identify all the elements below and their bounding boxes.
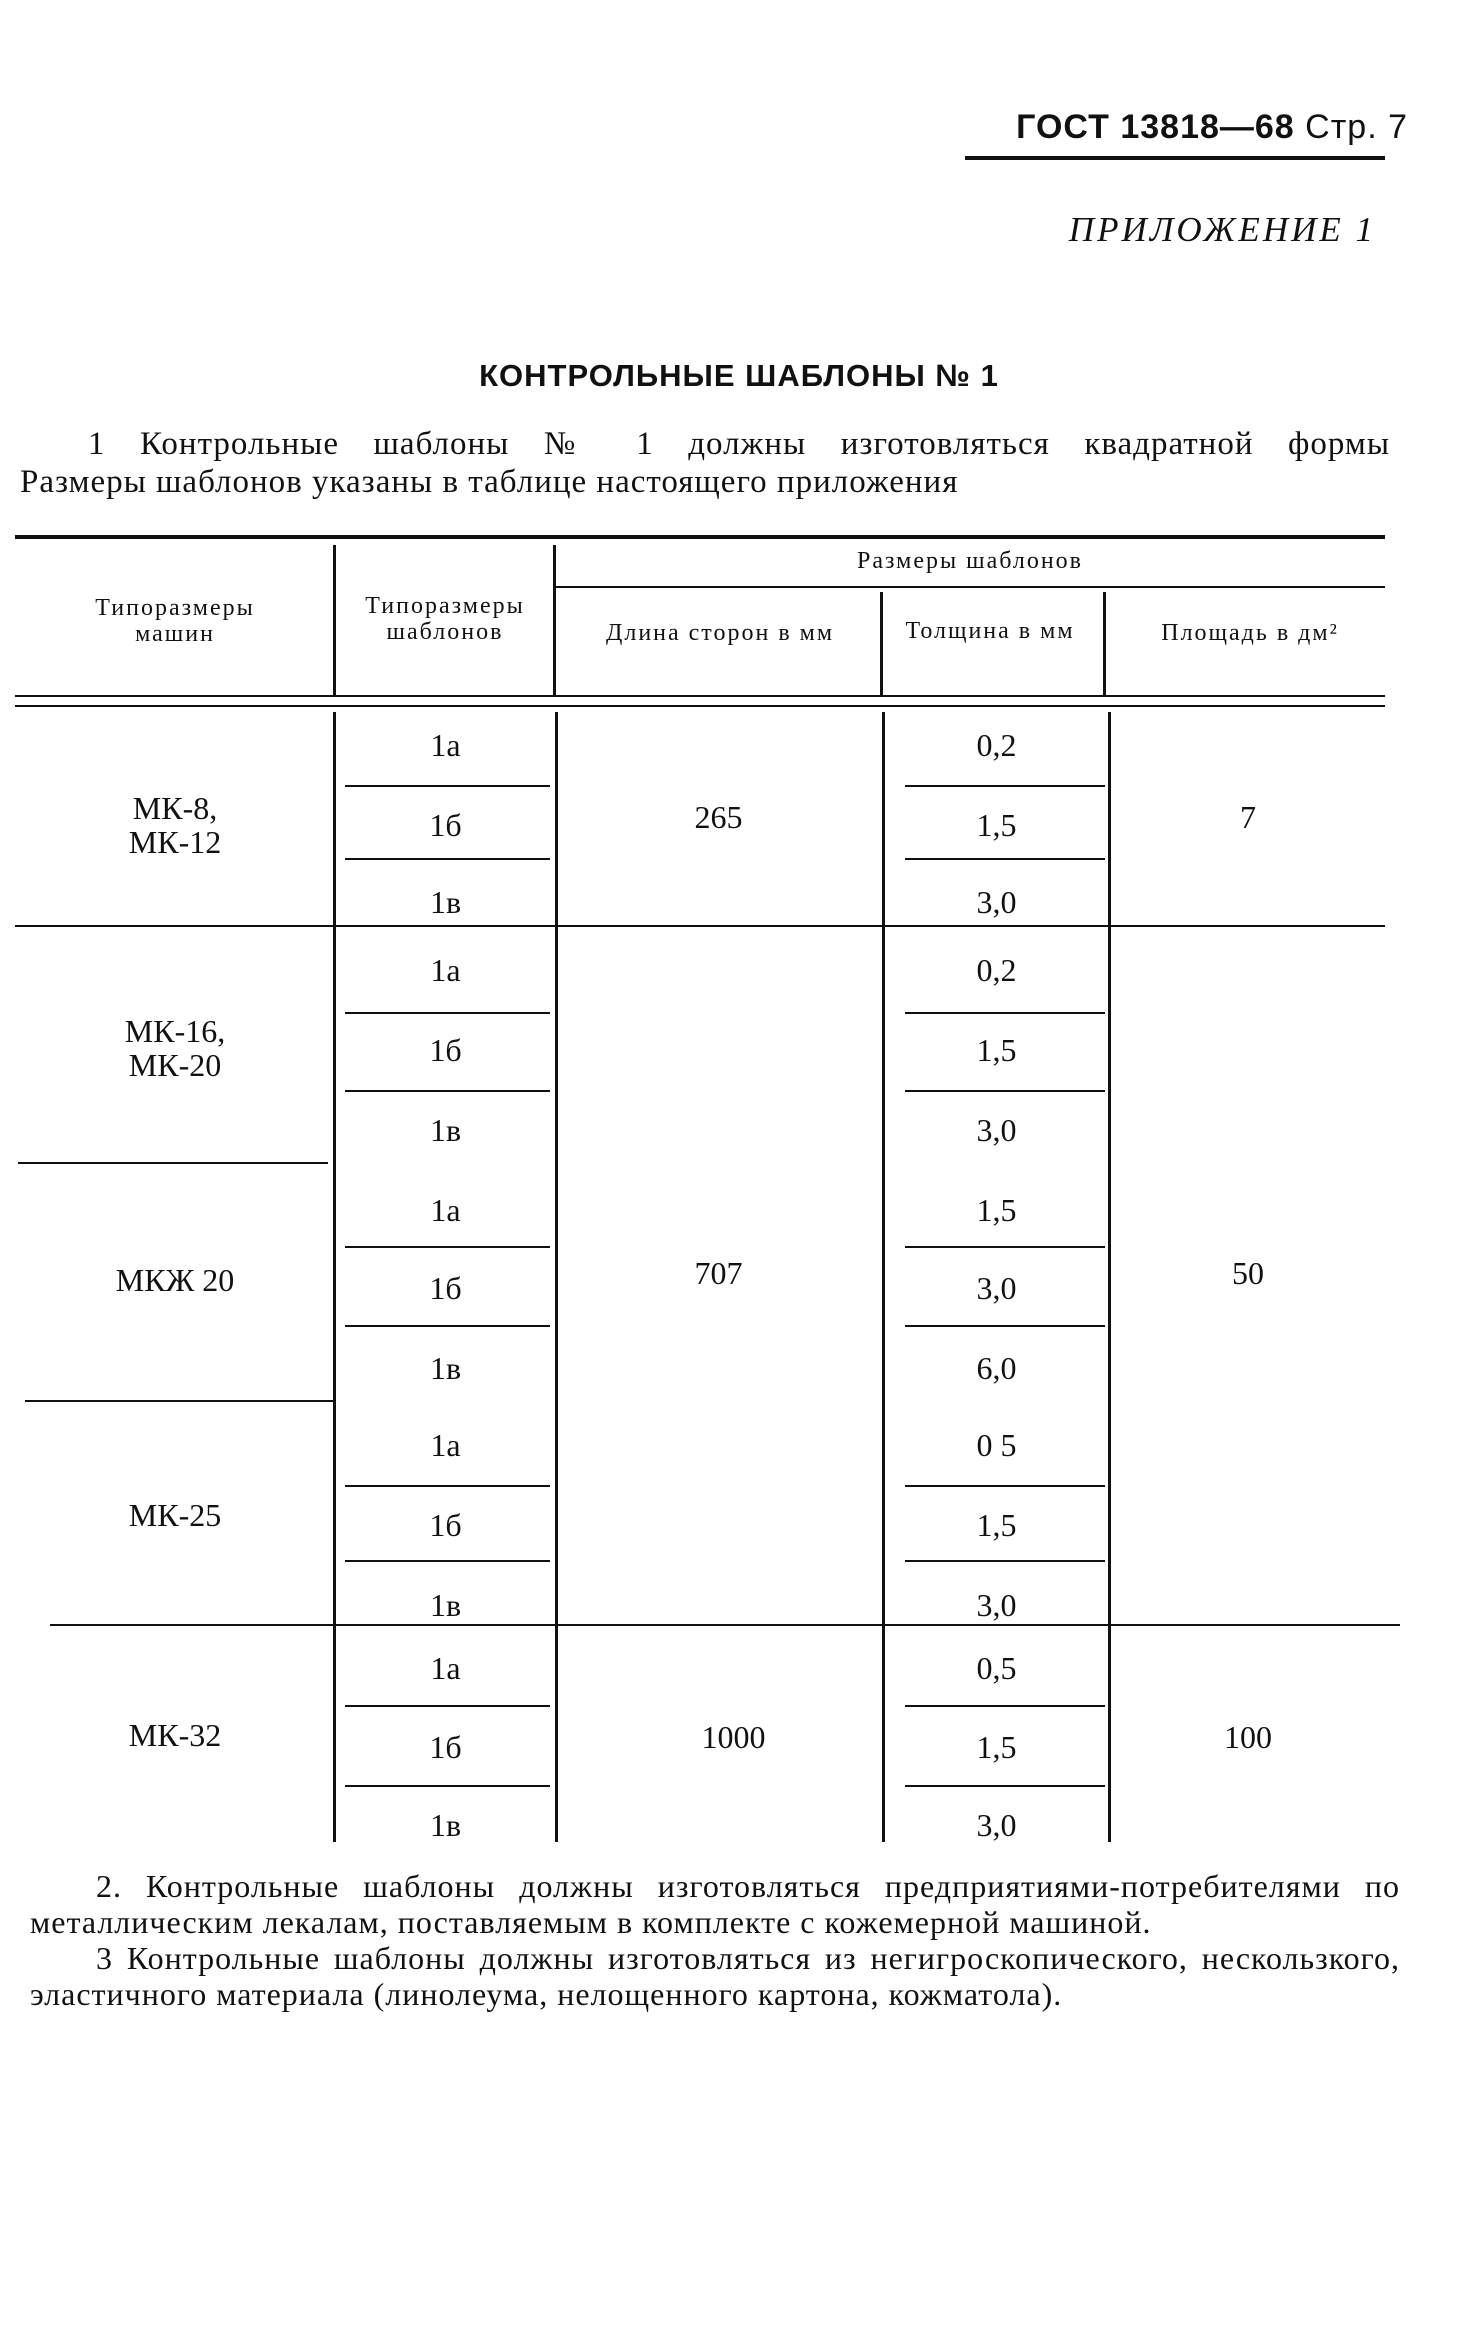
header-divider — [880, 592, 883, 695]
subrow-rule — [905, 1785, 1105, 1787]
template-code: 1а — [430, 1191, 461, 1228]
template-code: 1б — [429, 1728, 462, 1765]
intro-line-1: 1 Контрольные шаблоны № 1 должны изготовляться квадратной формы — [88, 426, 1390, 462]
side-length-value: 707 — [694, 1254, 743, 1291]
thickness-value: 3,0 — [976, 1269, 1017, 1306]
machine-label: МК-25 — [128, 1497, 222, 1533]
template-code: 1а — [430, 1649, 461, 1686]
subrow-rule — [905, 1705, 1105, 1707]
template-code: 1а — [430, 951, 461, 988]
subrow-rule — [905, 785, 1105, 787]
thickness-value: 3,0 — [976, 1111, 1017, 1148]
appendix-label: ПРИЛОЖЕНИЕ 1 — [1068, 210, 1376, 249]
template-code: 1в — [429, 1111, 462, 1148]
template-code: 1в — [429, 1349, 462, 1386]
template-code: 1б — [429, 1269, 462, 1306]
subrow-rule — [345, 1246, 550, 1248]
subrow-rule — [905, 858, 1105, 860]
template-code: 1б — [429, 1031, 462, 1068]
thickness-value: 3,0 — [976, 883, 1017, 920]
header-side-length: Длина сторон в мм — [605, 620, 835, 646]
thickness-value: 6,0 — [976, 1349, 1017, 1386]
header-divider — [1103, 592, 1106, 695]
thickness-value: 1,5 — [976, 1728, 1017, 1765]
subrow-rule — [905, 1560, 1105, 1562]
table-top-rule — [15, 535, 1385, 539]
thickness-value: 1,5 — [976, 1506, 1017, 1543]
machine-label: МКЖ 20 — [115, 1262, 235, 1298]
side-length-value: 265 — [694, 798, 743, 835]
column-divider — [1108, 712, 1111, 1842]
template-code: 1в — [429, 883, 462, 920]
header-rule — [965, 156, 1385, 160]
thickness-value: 3,0 — [976, 1806, 1017, 1843]
intro-line-2: Размеры шаблонов указаны в таблице настоящего приложения — [20, 464, 959, 500]
subrow-rule — [905, 1090, 1105, 1092]
subrow-rule — [905, 1485, 1105, 1487]
header-area: Площадь в дм² — [1161, 620, 1339, 646]
template-code: 1б — [429, 1506, 462, 1543]
header-template-sizes: Типоразмеры шаблонов — [365, 593, 525, 645]
column-divider — [555, 712, 558, 1842]
thickness-value: 1,5 — [976, 1031, 1017, 1068]
header-divider — [333, 545, 336, 695]
template-code: 1в — [429, 1806, 462, 1843]
subrow-rule — [345, 785, 550, 787]
machine-label: МК-16, МК-20 — [124, 1013, 226, 1083]
subrow-rule — [345, 1012, 550, 1014]
thickness-value: 1,5 — [976, 806, 1017, 843]
subrow-rule — [905, 1246, 1105, 1248]
header-template-dims: Размеры шаблонов — [856, 548, 1083, 574]
machine-label: МК-8, МК-12 — [128, 790, 222, 860]
area-value: 7 — [1240, 798, 1256, 835]
footer-notes — [30, 1868, 1400, 2012]
template-code: 1в — [429, 1586, 462, 1623]
area-value: 50 — [1232, 1254, 1264, 1291]
thickness-value: 1,5 — [976, 1191, 1017, 1228]
group-separator — [15, 925, 1385, 927]
thickness-value: 0,2 — [976, 951, 1017, 988]
group-separator — [18, 1162, 328, 1164]
group-separator — [50, 1624, 1400, 1626]
area-value: 100 — [1224, 1718, 1272, 1755]
page-number: Стр. 7 — [1305, 108, 1408, 146]
standard-number: ГОСТ 13818—68 — [1016, 108, 1295, 146]
header-bottom-rule-2 — [15, 705, 1385, 707]
subrow-rule — [345, 1090, 550, 1092]
header-thickness: Толщина в мм — [905, 618, 1075, 644]
subrow-rule — [345, 1705, 550, 1707]
subrow-rule — [345, 1325, 550, 1327]
side-length-value: 1000 — [701, 1718, 766, 1755]
template-code: 1б — [429, 806, 462, 843]
subrow-rule — [345, 1485, 550, 1487]
header-divider — [553, 545, 556, 695]
column-divider — [882, 712, 885, 1842]
subrow-rule — [345, 1785, 550, 1787]
note-3: 3 Контрольные шаблоны должны изготовляться из негигроскопического, нескользкого, эластичного материала (линолеума, нелощенного картона, кожматола). — [30, 1940, 1400, 2012]
group-separator — [25, 1400, 333, 1402]
note-2: 2. Контрольные шаблоны должны изготовляться предприятиями-потребителями по металлическим лекалам, поставляемым в комплекте с кожемерной машиной. — [30, 1868, 1400, 1940]
header-bottom-rule — [15, 695, 1385, 697]
subrow-rule — [905, 1012, 1105, 1014]
subrow-rule — [345, 858, 550, 860]
thickness-value: 0,2 — [976, 726, 1017, 763]
thickness-value: 0,5 — [976, 1649, 1017, 1686]
template-code: 1а — [430, 1426, 461, 1463]
template-code: 1а — [430, 726, 461, 763]
section-title: КОНТРОЛЬНЫЕ ШАБЛОНЫ № 1 — [479, 358, 999, 393]
column-divider — [333, 712, 336, 1842]
machine-label: МК-32 — [128, 1717, 222, 1753]
dims-header-rule — [555, 586, 1385, 588]
page-header — [1016, 108, 1408, 147]
thickness-value: 0 5 — [976, 1426, 1017, 1463]
subrow-rule — [345, 1560, 550, 1562]
intro-paragraph — [20, 425, 1390, 501]
subrow-rule — [905, 1325, 1105, 1327]
thickness-value: 3,0 — [976, 1586, 1017, 1623]
header-machine-sizes: Типоразмеры машин — [95, 595, 255, 647]
